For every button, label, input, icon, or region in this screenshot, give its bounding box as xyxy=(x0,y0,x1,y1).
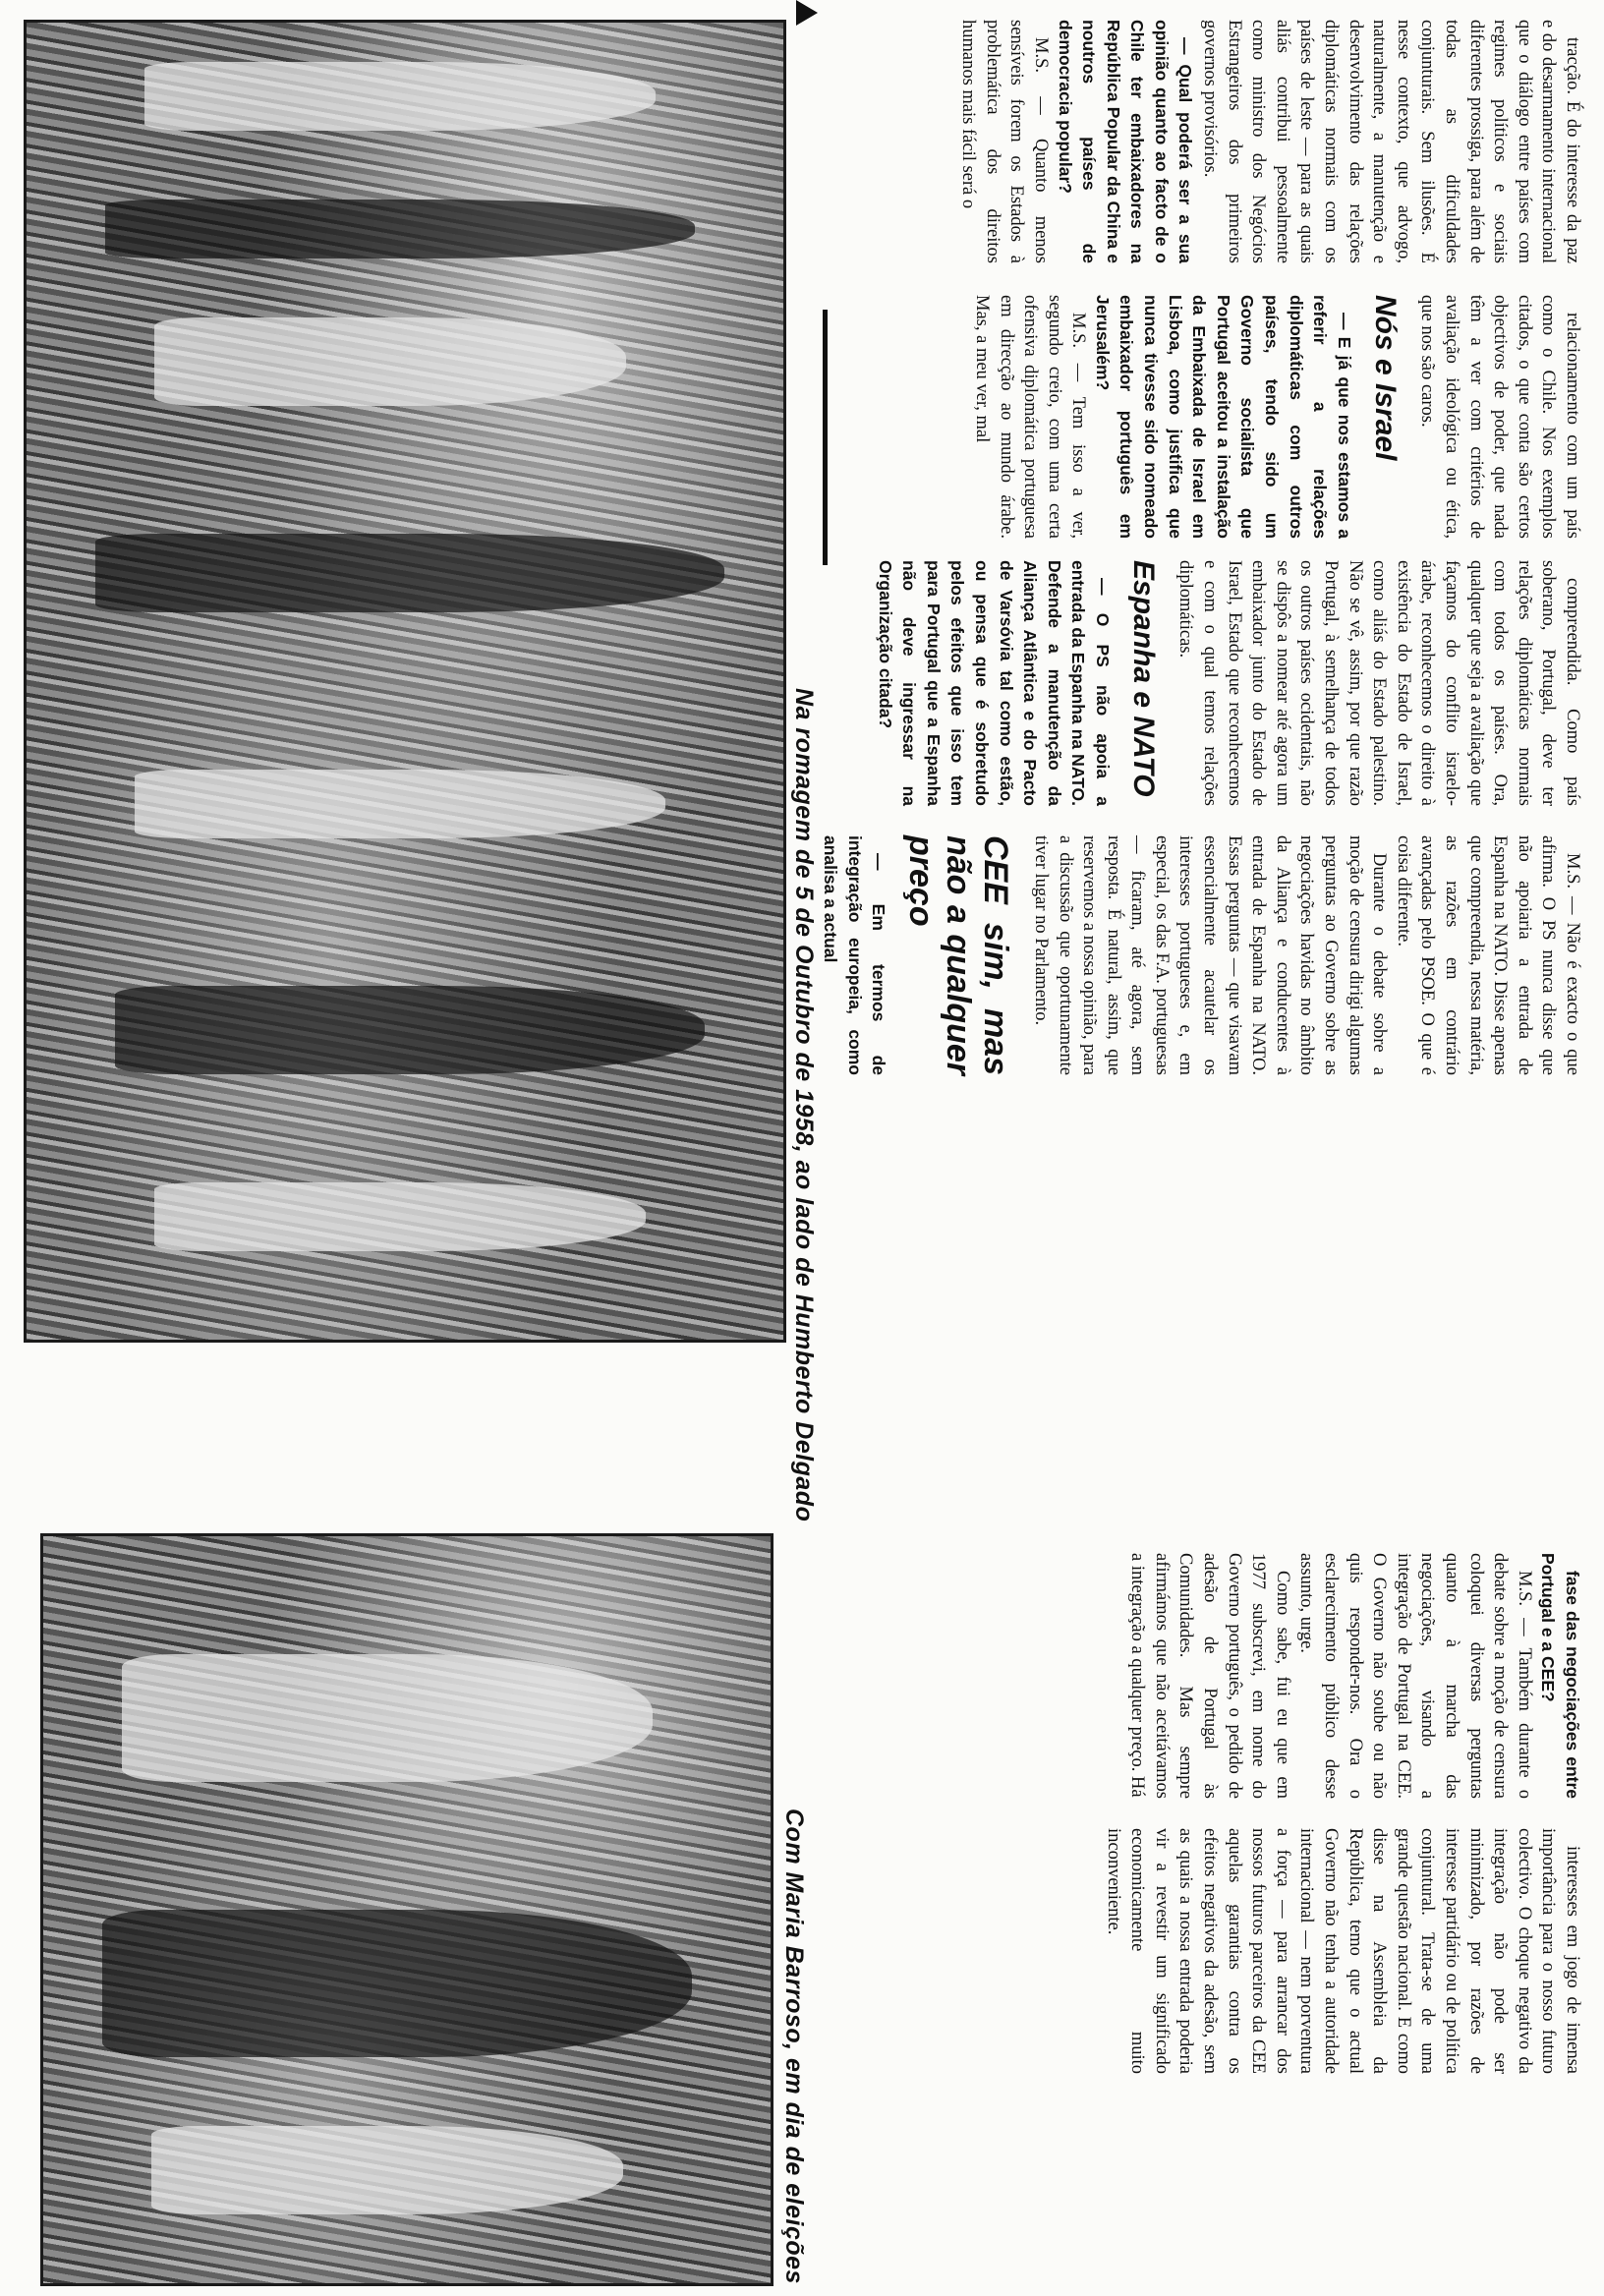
paragraph: M.S. — Tem isso a ver, segundo creio, com uma certa ofensiva diplomática portuguesa em direcção ao mundo árabe. Mas, a meu ver, mal xyxy=(971,295,1089,539)
article-column-2 xyxy=(828,295,1584,539)
elections-photo-caption: Com Maria Barroso, em dia de eleições xyxy=(780,1808,808,2284)
paragraph: M.S. — Também durante o debate sobre a moção de censura coloquei diversas perguntas quanto à marcha das negociações, visando a integração de Portugal na CEE. O Governo não soube ou não quis responder-nos. Ora o esclarecimento público desse assunto, urge. xyxy=(1296,1553,1534,1799)
paragraph: Como sabe, fui eu que em 1977 subscrevi, em nome do Governo português, o pedido de adesão de Portugal às Comunidades. Mas sempre afirmámos que não aceitávamos a integração a qualquer preço. Há xyxy=(1127,1553,1292,1799)
procession-photo xyxy=(24,20,786,1343)
article-column-5 xyxy=(828,1553,1584,1799)
article-column-3 xyxy=(828,560,1584,806)
paragraph: interesses em jogo de imensa importância para o nosso futuro colectivo. O choque negativo da integração não pode ser minimizado, por razões de interesse partidário ou de política conjuntural. Trata-se de uma grande questão nacional. E como disse na Assembleia da República, temo que o actual Governo não tenha a autoridade internacional — nem porventura a força — para arrancar dos nossos futuros parceiros da CEE aquelas garantias contra os efeitos negativos da adesão, sem as quais a nossa entrada poderia vir a revestir um significado economicamente muito inconveniente. xyxy=(1103,1828,1582,2074)
interview-question: — Qual poderá ser a sua opinião quanto ao facto de o Chile ter embaixadores na República Popular da China e noutros países de democracia popular? xyxy=(1055,20,1196,263)
interview-question: — E já que nos estamos a referir a relações diplomáticas com outros países, tendo sido um Governo socialista que Portugal aceitou a instalação da Embaixada de Israel em Lisboa, como justifica que nunca tivesse sido nomeado embaixador português em Jerusalém? xyxy=(1092,295,1354,539)
article-column-1 xyxy=(828,20,1584,263)
elections-photo xyxy=(40,1533,773,2286)
section-heading: CEE sim, mas não a qualquer preço xyxy=(902,835,1015,1075)
procession-photo-caption: Na romagem de 5 de Outubro de 1958, ao lado de Humberto Delgado xyxy=(790,688,818,1522)
interview-question: fase das negociações entre Portugal e a CEE? xyxy=(1538,1553,1582,1799)
paragraph: relacionamento com um país como o Chile. Nos exemplos citados, o que conta são certos objectivos de poder, que nada têm a ver com critérios de avaliação ideológica ou ética, que nos são caros. xyxy=(1417,295,1582,539)
section-heading: Espanha e NATO xyxy=(1126,560,1160,797)
paragraph: tracção. É do interesse da paz e do desarmamento internacional que o diálogo entre países com regimes políticos e sociais diferentes prossiga, para além de todas as dificuldades conjunturais. Sem ilusões. É nesse contexto, que advogo, naturalmente, a manutenção e desenvolvimento das relações diplomáticas normais com os países de leste — para as quais aliás contribui pessoalmente como ministro dos Negócios Estrangeiros dos primeiros governos provisórios. xyxy=(1200,20,1582,263)
interview-question: — O PS não apoia a entrada da Espanha na NATO. Defende a manutenção da Aliança Atlântica e do Pacto de Varsóvia tal como estão, ou pensa que é sobretudo pelos efeitos que isso tem para Portugal que a Espanha não deve ingressar na Organização citada? xyxy=(875,560,1113,806)
paragraph: compreendida. Como país soberano, Portugal, deve ter relações diplomáticas normais com todos os países. Ora, qualquer que seja a avaliação que façamos do conflito israelo-árabe, reconhecemos o direito à existência do Estado de Israel, como aliás do Estado palestino. Não se vê, assim, por que razão Portugal, à semelhança de todos os outros países ocidentais, não se dispôs a nomear até agora um embaixador junto do Estado de Israel, Estado que reconhecemos e com o qual temos relações diplomáticas. xyxy=(1175,560,1582,806)
interview-question: — Em termos de integração europeia, como analisa a actual xyxy=(821,835,889,1075)
triangle-marker-icon xyxy=(796,0,818,26)
article-column-4 xyxy=(821,835,1584,1076)
paragraph: M.S. — Não é exacto o que afirma. O PS nunca disse que não apoiaria a entrada de Espanha na NATO. Disse apenas que compreendia, nessa matéria, as razões em contrário avançadas pelo PSOE. O que é coisa diferente. xyxy=(1393,835,1582,1075)
paragraph: M.S. — Quanto menos sensíveis forem os Estados à problemática dos direitos humanos mais fácil será o xyxy=(958,20,1051,263)
article-column-6 xyxy=(828,1828,1584,2074)
column-end-rule xyxy=(823,310,828,565)
section-heading: Nós e Israel xyxy=(1368,295,1402,461)
paragraph: Durante o debate sobre a moção de censura dirigi algumas perguntas ao Governo sobre as negociações havidas no âmbito da Aliança e conducentes à entrada de Espanha na NATO. Essas perguntas — que visavam essencialmente acautelar os interesses portugueses e, em especial, os das F.A. portuguesas — ficaram, até agora, sem resposta. É natural, assim, que reservemos a nossa opinião, para a discussão que oportunamente tiver lugar no Parlamento. xyxy=(1030,835,1390,1076)
